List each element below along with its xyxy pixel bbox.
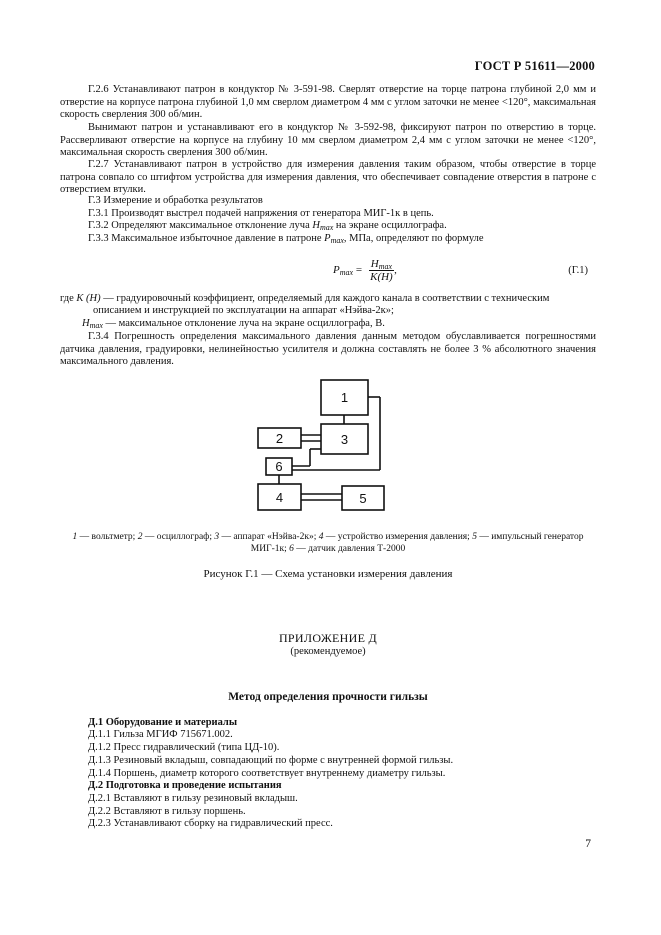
item-g33 bbox=[88, 233, 484, 246]
figure-legend: 1 — вольтметр; 2 — осциллограф; 3 — аппарат «Нэйва-2к»; 4 — устройство измерения давления; 5 — импульсный генератор МИГ-1к; 6 — датчик давления Т-2000 bbox=[72, 532, 584, 554]
paragraph-g27: Г.2.7 Устанавливают патрон в устройство для измерения давления таким образом, чтобы отверстие в торце патрона совпало со штифтом устройства для измерения давления, что обеспечивает совпадение отверстия в патроне с отверстием втулки. bbox=[60, 159, 596, 195]
appendix-title: ПРИЛОЖЕНИЕ Д bbox=[278, 631, 378, 645]
item-d14: Д.1.4 Поршень, диаметр которого соответствует внутреннему диаметру гильзы. bbox=[88, 768, 446, 779]
appendix-subtitle: (рекомендуемое) bbox=[290, 646, 366, 657]
diagram-label-3: 3 bbox=[340, 432, 349, 447]
item-d11: Д.1.1 Гильза МГИФ 715671.002. bbox=[88, 729, 233, 740]
formula-g1 bbox=[60, 256, 596, 286]
item-g32-text-a: Г.3.2 Определяют максимальное отклонение луча bbox=[88, 220, 310, 231]
section-g3-heading: Г.3 Измерение и обработка результатов bbox=[88, 195, 263, 206]
page-number: 7 bbox=[585, 838, 591, 850]
paragraph-g26-1: Г.2.6 Устанавливают патрон в кондуктор № 3-591-98. Сверлят отверстие на торце патрона глубиной 2,0 мм и отверстие на корпусе патрона глубиной 1,0 мм сверлом диаметром 4 мм с углом заточки не менее <120°, максимальная скорость сверления 300 об/мин. bbox=[60, 84, 596, 120]
formula-lhs: $P_{max}$ bbox=[333, 264, 354, 278]
section-d2-heading: Д.2 Подготовка и проведение испытания bbox=[88, 780, 282, 791]
var-hmax: $H_{max}$ bbox=[312, 220, 334, 232]
formula-denominator: K(H) bbox=[370, 271, 393, 283]
item-g33-text-a: Г.3.3 Максимальное избыточное давление в патроне bbox=[88, 233, 322, 244]
formula-numerator: $H_{max}$ bbox=[370, 258, 393, 271]
figure-title: Рисунок Г.1 — Схема установки измерения давления bbox=[203, 568, 453, 580]
formula-number: (Г.1) bbox=[568, 265, 588, 276]
item-g32-text-b: на экране осциллографа. bbox=[335, 220, 447, 231]
section-d1-heading: Д.1 Оборудование и материалы bbox=[88, 717, 238, 728]
formula-equals: = bbox=[355, 264, 363, 277]
paragraph-g26-2: Вынимают патрон и устанавливают его в кондуктор № 3-592-98, фиксируют патрон по отверстию в торце. Рассверливают отверстие на корпусе на глубину 10 мм сверлом диаметром 2,4 мм с углом заточки не менее <120°, максимальная скорость сверления 300 об/мин. bbox=[60, 122, 596, 158]
item-d13: Д.1.3 Резиновый вкладыш, совпадающий по форме с внутренней формой гильзы. bbox=[88, 755, 454, 766]
var-hmax-where: $H_{max}$ bbox=[82, 318, 103, 330]
item-g32 bbox=[88, 220, 447, 233]
block-diagram bbox=[250, 376, 400, 521]
diagram-label-5: 5 bbox=[359, 491, 367, 506]
item-d12: Д.1.2 Пресс гидравлический (типа ЦД-10). bbox=[88, 742, 280, 753]
diagram-label-4: 4 bbox=[275, 490, 284, 505]
item-d23: Д.2.3 Устанавливают сборку на гидравлический пресс. bbox=[88, 818, 333, 829]
document-header: ГОСТ Р 51611—2000 bbox=[474, 59, 595, 73]
formula-tail: , bbox=[394, 264, 397, 277]
paragraph-g34: Г.3.4 Погрешность определения максимального давления данным методом обуславливается погрешностями датчика давления, градуировки, нелинейностью усилителя и должна составлять не более 3 % абсолютного значения максимального давления. bbox=[60, 331, 596, 367]
var-pmax: $P_{max}$ bbox=[324, 233, 344, 245]
var-kh: K (H) bbox=[76, 293, 101, 304]
item-d22: Д.2.2 Вставляют в гильзу поршень. bbox=[88, 806, 246, 817]
diagram-label-2: 2 bbox=[275, 431, 284, 446]
item-d21: Д.2.1 Вставляют в гильзу резиновый вкладыш. bbox=[88, 793, 298, 804]
diagram-label-6: 6 bbox=[275, 459, 283, 474]
item-g33-text-b: , МПа, определяют по формуле bbox=[343, 233, 484, 244]
formula-expression bbox=[333, 258, 397, 283]
where-line-1b: описанием и инструкцией по эксплуатации на аппарат «Нэйва-2к»; bbox=[93, 305, 394, 316]
formula-fraction bbox=[369, 258, 394, 283]
diagram-label-1: 1 bbox=[340, 390, 349, 405]
where-line-1: где K (H) — градуировочный коэффициент, определяемый для каждого канала в соответствии с техническим bbox=[60, 293, 550, 304]
item-g31: Г.3.1 Производят выстрел подачей напряжения от генератора МИГ-1к в цепь. bbox=[88, 208, 434, 219]
where-line-2: $H_{max}$ — максимальное отклонение луча на экране осциллографа, В. bbox=[82, 318, 385, 330]
method-title: Метод определения прочности гильзы bbox=[228, 691, 428, 703]
